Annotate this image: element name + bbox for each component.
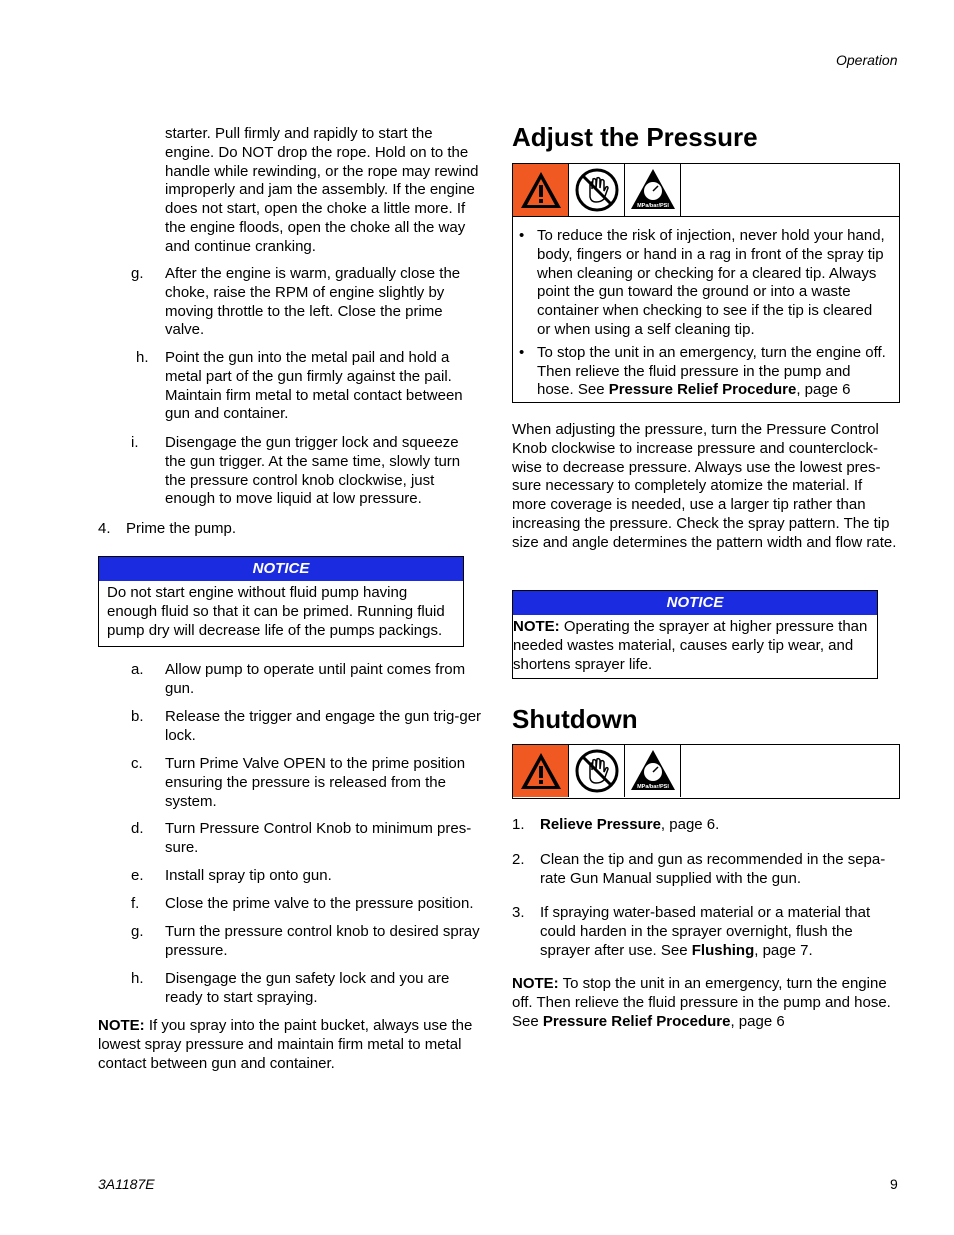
list-item-text: Disengage the gun trigger lock and squeeze the gun trigger. At the same time, slowly turn the pressure control knob clockwise, just enough to move liquid at low pressure. xyxy=(165,434,461,508)
no-hand-icon xyxy=(569,745,625,797)
section-title-shutdown: Shutdown xyxy=(512,704,638,734)
running-header: Operation xyxy=(836,52,898,68)
warning-bullets xyxy=(513,217,899,400)
notice-box xyxy=(98,556,464,647)
no-hand-icon xyxy=(569,164,625,216)
notice-title: NOTICE xyxy=(513,591,877,615)
pressure-gauge-icon xyxy=(625,745,681,797)
gauge-label: MPa/bar/PSI xyxy=(636,203,669,209)
list-item-label: 4. xyxy=(98,520,111,537)
page-number: 9 xyxy=(890,1176,898,1192)
list-item-text: Prime the pump. xyxy=(126,520,237,537)
pressure-gauge-icon xyxy=(625,164,681,216)
list-item-label: h. xyxy=(136,349,149,366)
notice-title: NOTICE xyxy=(99,557,463,581)
warning-icon-row xyxy=(513,164,899,217)
continuation-text: starter. Pull firmly and rapidly to start the engine. Do NOT drop the rope. Hold on to the handle while rewinding, or the rope may rewind improperly and jam the assembly. If the engine does not start, open the choke a little more. If the engine floods, open the choke all the way and continue cranking. xyxy=(165,125,479,255)
section-title-adjust-pressure: Adjust the Pressure xyxy=(512,122,758,152)
adjust-paragraph: When adjusting the pressure, turn the Pressure Control Knob clockwise to increase pressure and counterclock-wise to decrease pressure. Always use the lowest pres-sure necessary to completely atomize the material. If more coverage is needed, use a larger tip rather than increasing the pressure. Check the spray pattern. The tip size and angle determines the pattern width and flow rate. xyxy=(512,421,897,551)
note-paragraph: NOTE: If you spray into the paint bucket, always use the lowest spray pressure and maintain firm metal to metal contact between gun and container. xyxy=(98,1017,473,1072)
list-item-text: Point the gun into the metal pail and hold a metal part of the gun firmly against the pail. Maintain firm metal to metal contact between gun and container. xyxy=(165,349,463,423)
warning-icon-row xyxy=(513,745,899,797)
note-paragraph: NOTE: To stop the unit in an emergency, turn the engine off. Then relieve the fluid pressure in the pump and hose. See Pressure Relief Procedure, page 6 xyxy=(512,975,891,1030)
list-item-text: After the engine is warm, gradually close the choke, raise the RPM of engine slightly by moving throttle to the left. Close the prime valve. xyxy=(165,265,461,339)
warning-box xyxy=(512,163,900,403)
warning-triangle-icon xyxy=(513,164,569,216)
warning-box xyxy=(512,744,900,799)
gauge-label: MPa/bar/PSI xyxy=(636,784,669,790)
notice-box xyxy=(512,590,878,679)
warning-bullet: • To reduce the risk of injection, never hold your hand, body, fingers or hand in a rag in front of the spray tip when cleaning or checking for a cleared tip. Always point the gun toward the ground or into a waste container when checking to see if the tip is cleared or when using a self cleaning tip. xyxy=(513,227,887,340)
notice-body: Do not start engine without fluid pump having enough fluid so that it can be primed. Running fluid pump dry will decrease life of the pumps packings. xyxy=(107,584,445,639)
notice-body: NOTE: Operating the sprayer at higher pressure than needed wastes material, causes early tip wear, and shortens sprayer life. xyxy=(513,618,868,673)
list-item-label: g. xyxy=(131,265,144,282)
document-id: 3A1187E xyxy=(98,1176,155,1192)
warning-bullet: • To stop the unit in an emergency, turn the engine off. Then relieve the fluid pressure in the pump and hose. See Pressure Relief Procedure, page 6 xyxy=(513,344,887,400)
note-label: NOTE: xyxy=(98,1017,145,1034)
warning-triangle-icon xyxy=(513,745,569,797)
list-item-label: i. xyxy=(131,434,139,451)
